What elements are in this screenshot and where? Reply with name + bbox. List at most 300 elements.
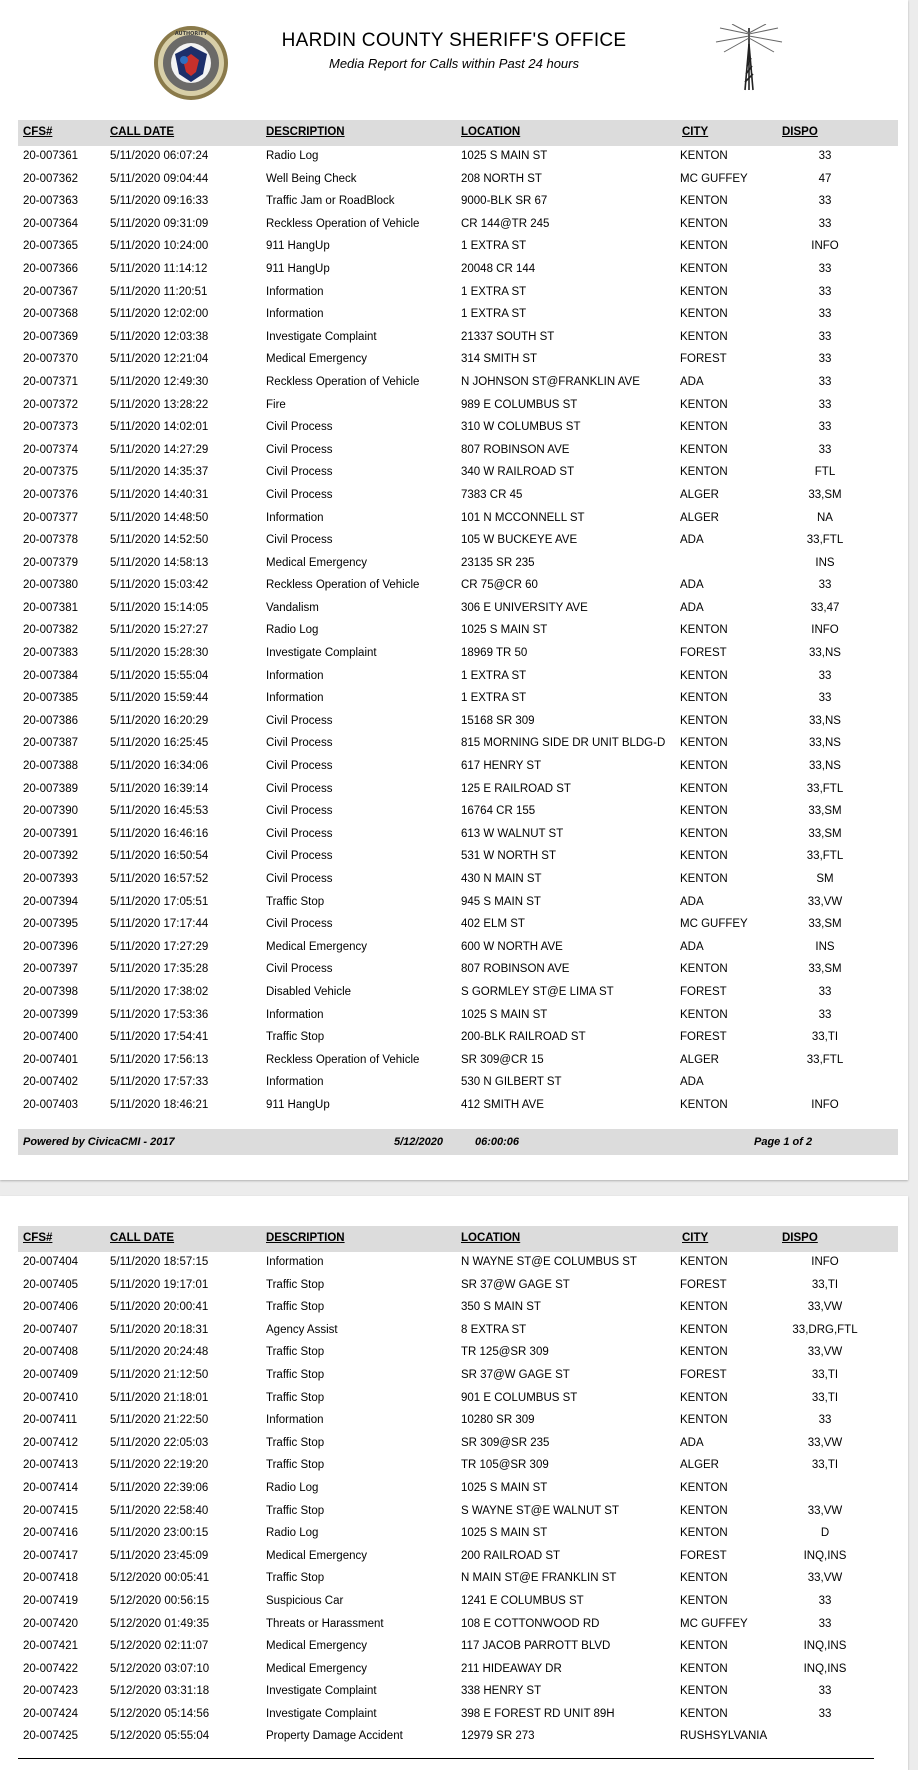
city: MC GUFFEY [680, 918, 748, 931]
dispo: 33 [818, 308, 832, 321]
city: KENTON [680, 692, 728, 705]
table-row [18, 395, 898, 418]
table-row [18, 1320, 898, 1343]
report-title: HARDIN COUNTY SHERIFF'S OFFICE [281, 30, 627, 51]
city: ADA [680, 601, 704, 614]
location: 807 ROBINSON AVE [461, 443, 570, 456]
dispo: INFO [811, 1256, 839, 1268]
city: KENTON [680, 782, 728, 795]
table-row [18, 937, 898, 960]
call-date: 5/11/2020 18:46:21 [110, 1098, 209, 1111]
dispo: 33,SM [808, 805, 842, 818]
description: Radio Log [266, 150, 319, 162]
description: Civil Process [266, 534, 333, 547]
report-footer [18, 1129, 898, 1155]
cfs-number: 20-007384 [23, 669, 78, 682]
description: Disabled Vehicle [266, 985, 352, 998]
table-row [18, 1659, 898, 1682]
table-row [18, 1681, 898, 1704]
location: 211 HIDEAWAY DR [461, 1662, 562, 1675]
cfs-number: 20-007388 [23, 760, 78, 773]
table-row [18, 1726, 898, 1749]
city: ADA [680, 1076, 704, 1089]
description: Medical Emergency [266, 353, 367, 366]
location: 208 NORTH ST [461, 172, 542, 185]
cfs-number: 20-007397 [23, 963, 78, 976]
location: SR 309@CR 15 [461, 1053, 544, 1066]
dispo: 33,SM [808, 918, 842, 931]
location: CR 144@TR 245 [461, 217, 550, 230]
description: Traffic Stop [266, 1459, 325, 1472]
cfs-number: 20-007422 [23, 1662, 78, 1675]
call-date: 5/11/2020 17:57:33 [110, 1076, 209, 1089]
cfs-number: 20-007367 [23, 285, 78, 298]
cfs-number: 20-007372 [23, 398, 78, 411]
call-date: 5/11/2020 12:49:30 [110, 375, 209, 388]
city: KENTON [680, 1640, 728, 1653]
location: 340 W RAILROAD ST [461, 466, 575, 479]
description: Vandalism [266, 601, 319, 614]
dispo: 33 [818, 375, 832, 388]
table-row [18, 824, 898, 847]
table-row [18, 1297, 898, 1320]
call-date: 5/12/2020 03:07:10 [110, 1662, 210, 1675]
cfs-number: 20-007396 [23, 940, 78, 953]
table-row [18, 1636, 898, 1659]
description: Radio Log [266, 1527, 319, 1540]
cfs-number: 20-007401 [23, 1053, 78, 1066]
location: 15168 SR 309 [461, 714, 535, 727]
location: N MAIN ST@E FRANKLIN ST [461, 1572, 617, 1585]
city: KENTON [680, 1008, 728, 1021]
table-header [18, 120, 898, 146]
city: ADA [680, 895, 704, 908]
dispo: 33,VW [807, 1346, 843, 1359]
location: 531 W NORTH ST [461, 850, 556, 863]
call-date: 5/11/2020 11:20:51 [110, 285, 208, 298]
city: KENTON [680, 760, 728, 773]
col-description: DESCRIPTION [266, 126, 345, 138]
city: KENTON [680, 421, 728, 434]
svg-text:AUTHORITY: AUTHORITY [174, 31, 208, 37]
call-date: 5/11/2020 17:17:44 [110, 918, 209, 931]
table-row [18, 869, 898, 892]
table-row [18, 236, 898, 259]
table-row [18, 440, 898, 463]
location: 901 E COLUMBUS ST [461, 1391, 578, 1404]
description: Information [266, 1076, 324, 1089]
description: Investigate Complaint [266, 1707, 377, 1720]
cfs-number: 20-007424 [23, 1707, 78, 1720]
report-subtitle: Media Report for Calls within Past 24 hours [328, 56, 579, 71]
table-row [18, 462, 898, 485]
call-date: 5/12/2020 05:55:04 [110, 1730, 210, 1743]
city: KENTON [680, 873, 728, 885]
location: 125 E RAILROAD ST [461, 782, 571, 795]
dispo: 33 [818, 579, 832, 592]
city: FOREST [680, 1031, 727, 1044]
location: 412 SMITH AVE [461, 1098, 544, 1111]
cfs-number: 20-007387 [23, 737, 78, 750]
table-row [18, 1050, 898, 1073]
description: Threats or Harassment [266, 1617, 384, 1630]
dispo: INQ,INS [803, 1549, 847, 1562]
cfs-number: 20-007398 [23, 985, 78, 998]
description: 911 HangUp [266, 1098, 330, 1111]
page-number: Page 1 of 2 [754, 1136, 813, 1148]
cfs-number: 20-007407 [23, 1323, 78, 1336]
call-date: 5/11/2020 14:02:01 [110, 421, 209, 434]
city: KENTON [680, 1707, 728, 1720]
dispo: 33,47 [810, 601, 840, 614]
table-row [18, 756, 898, 779]
cfs-number: 20-007389 [23, 782, 78, 795]
location: 402 ELM ST [461, 918, 525, 931]
table-row [18, 1591, 898, 1614]
call-date: 5/11/2020 21:12:50 [110, 1368, 209, 1381]
cfs-number: 20-007408 [23, 1346, 78, 1359]
dispo: SM [816, 873, 834, 885]
dispo: 33,DRG,FTL [792, 1323, 858, 1336]
table-row [18, 959, 898, 982]
call-date: 5/11/2020 16:57:52 [110, 873, 209, 885]
city: FOREST [680, 1368, 727, 1381]
cfs-number: 20-007366 [23, 262, 78, 275]
dispo: INFO [811, 624, 839, 637]
call-date: 5/12/2020 02:11:07 [110, 1640, 209, 1653]
table-row [18, 666, 898, 689]
city: KENTON [680, 1481, 728, 1494]
location: 1 EXTRA ST [461, 240, 527, 253]
call-date: 5/11/2020 16:20:29 [110, 714, 209, 727]
city: ADA [680, 940, 704, 953]
location: 200-BLK RAILROAD ST [461, 1031, 586, 1044]
call-date: 5/11/2020 22:58:40 [110, 1504, 209, 1517]
dispo: 33 [818, 985, 832, 998]
cfs-number: 20-007368 [23, 308, 78, 321]
table-row [18, 1275, 898, 1298]
cfs-number: 20-007412 [23, 1436, 78, 1449]
cfs-number: 20-007391 [23, 827, 78, 840]
description: Information [266, 692, 324, 705]
city: ALGER [680, 1459, 719, 1472]
call-date: 5/11/2020 15:14:05 [110, 601, 209, 614]
dispo: D [820, 1527, 830, 1540]
city: KENTON [680, 737, 728, 750]
table-row [18, 1252, 898, 1275]
location: 1 EXTRA ST [461, 669, 527, 682]
dispo: 33 [818, 443, 832, 456]
radio-tower-icon [712, 24, 786, 92]
description: Information [266, 511, 324, 524]
cfs-number: 20-007383 [23, 647, 78, 660]
call-date: 5/11/2020 16:39:14 [110, 782, 209, 795]
report-date: 5/12/2020 [394, 1136, 443, 1148]
call-date: 5/11/2020 10:24:00 [110, 240, 209, 253]
call-date: 5/12/2020 05:14:56 [110, 1707, 210, 1720]
call-date: 5/11/2020 14:40:31 [110, 488, 209, 501]
location: TR 125@SR 309 [461, 1346, 549, 1359]
location: 807 ROBINSON AVE [461, 963, 570, 976]
dispo: 33,VW [807, 1301, 843, 1314]
description: Traffic Stop [266, 1278, 325, 1291]
col-call-date: CALL DATE [110, 126, 175, 138]
cfs-number: 20-007410 [23, 1391, 78, 1404]
table-row [18, 1501, 898, 1524]
description: Civil Process [266, 421, 333, 434]
dispo: INFO [811, 1098, 839, 1111]
location: 815 MORNING SIDE DR UNIT BLDG-D [461, 737, 666, 750]
dispo: NA [817, 511, 833, 524]
location: 306 E UNIVERSITY AVE [461, 601, 588, 614]
cfs-number: 20-007394 [23, 895, 78, 908]
table-row [18, 1095, 898, 1118]
city: KENTON [680, 1391, 728, 1404]
call-date: 5/12/2020 03:31:18 [110, 1685, 210, 1698]
cfs-number: 20-007425 [23, 1730, 78, 1743]
cfs-number: 20-007375 [23, 466, 78, 479]
col-location: LOCATION [461, 126, 521, 138]
city: FOREST [680, 353, 727, 366]
city: KENTON [680, 1572, 728, 1585]
description: Information [266, 1414, 324, 1427]
location: 1025 S MAIN ST [461, 1008, 548, 1021]
location: N JOHNSON ST@FRANKLIN AVE [461, 375, 640, 388]
description: Medical Emergency [266, 1640, 367, 1653]
dispo: 33,FTL [806, 1053, 844, 1066]
call-date: 5/11/2020 21:18:01 [110, 1391, 209, 1404]
city: FOREST [680, 985, 727, 998]
city: KENTON [680, 330, 728, 343]
description: Traffic Stop [266, 1436, 325, 1449]
city: KENTON [680, 805, 728, 818]
cfs-number: 20-007413 [23, 1459, 78, 1472]
dispo: 33,TI [811, 1368, 839, 1381]
city: KENTON [680, 1685, 728, 1698]
location: 989 E COLUMBUS ST [461, 398, 578, 411]
call-date: 5/11/2020 17:54:41 [110, 1031, 209, 1044]
dispo: 33,FTL [806, 782, 844, 795]
cfs-number: 20-007404 [23, 1256, 78, 1268]
dispo: INS [815, 556, 835, 569]
location: N WAYNE ST@E COLUMBUS ST [461, 1256, 637, 1268]
location: 105 W BUCKEYE AVE [461, 534, 578, 547]
table-body [18, 1252, 898, 1749]
cfs-number: 20-007418 [23, 1572, 78, 1585]
description: Civil Process [266, 873, 333, 885]
call-date: 5/12/2020 00:05:41 [110, 1572, 210, 1585]
call-date: 5/12/2020 01:49:35 [110, 1617, 210, 1630]
call-date: 5/11/2020 20:00:41 [110, 1301, 209, 1314]
call-date: 5/11/2020 23:00:15 [110, 1527, 209, 1540]
city: KENTON [680, 1414, 728, 1427]
description: Medical Emergency [266, 940, 367, 953]
dispo: 33 [818, 217, 832, 230]
city: KENTON [680, 1098, 728, 1111]
description: Civil Process [266, 488, 333, 501]
description: Traffic Stop [266, 895, 325, 908]
city: KENTON [680, 195, 728, 208]
cfs-number: 20-007414 [23, 1481, 78, 1494]
location: S GORMLEY ST@E LIMA ST [461, 985, 614, 998]
call-date: 5/11/2020 15:55:04 [110, 669, 209, 682]
dispo: 33,FTL [806, 850, 844, 863]
city: KENTON [680, 285, 728, 298]
cfs-number: 20-007417 [23, 1549, 78, 1562]
description: Medical Emergency [266, 556, 367, 569]
dispo: 33,FTL [806, 534, 844, 547]
location: 398 E FOREST RD UNIT 89H [461, 1707, 615, 1720]
table-row [18, 327, 898, 350]
cfs-number: 20-007395 [23, 918, 78, 931]
table-row [18, 982, 898, 1005]
location: 8 EXTRA ST [461, 1323, 527, 1336]
cfs-number: 20-007400 [23, 1031, 78, 1044]
description: Reckless Operation of Vehicle [266, 1053, 420, 1066]
description: Civil Process [266, 714, 333, 727]
call-date: 5/11/2020 15:59:44 [110, 692, 209, 705]
call-date: 5/11/2020 12:02:00 [110, 308, 209, 321]
description: Reckless Operation of Vehicle [266, 579, 420, 592]
dispo: INFO [811, 240, 839, 253]
table-row [18, 1410, 898, 1433]
city: ALGER [680, 1053, 719, 1066]
calls-table [18, 1226, 898, 1749]
description: Traffic Stop [266, 1504, 325, 1517]
call-date: 5/11/2020 14:58:13 [110, 556, 209, 569]
cfs-number: 20-007365 [23, 240, 78, 253]
city: ADA [680, 579, 704, 592]
cfs-number: 20-007386 [23, 714, 78, 727]
call-date: 5/11/2020 15:27:27 [110, 624, 209, 637]
description: Traffic Stop [266, 1301, 325, 1314]
cfs-number: 20-007378 [23, 534, 78, 547]
table-row [18, 1546, 898, 1569]
col-description: DESCRIPTION [266, 1232, 345, 1244]
call-date: 5/11/2020 15:28:30 [110, 647, 209, 660]
dispo: 33,SM [808, 827, 842, 840]
table-row [18, 620, 898, 643]
dispo: INQ,INS [803, 1662, 847, 1675]
location: 1025 S MAIN ST [461, 624, 548, 637]
call-date: 5/12/2020 00:56:15 [110, 1594, 210, 1607]
cfs-number: 20-007411 [23, 1414, 78, 1427]
description: Investigate Complaint [266, 330, 377, 343]
description: Traffic Stop [266, 1368, 325, 1381]
location: 314 SMITH ST [461, 353, 538, 366]
col-cfs: CFS# [23, 1232, 53, 1244]
dispo: 33,VW [807, 895, 843, 908]
cfs-number: 20-007381 [23, 601, 78, 614]
call-date: 5/11/2020 20:24:48 [110, 1346, 209, 1359]
cfs-number: 20-007373 [23, 421, 78, 434]
table-row [18, 1455, 898, 1478]
call-date: 5/11/2020 17:56:13 [110, 1053, 209, 1066]
location: 1025 S MAIN ST [461, 1527, 548, 1540]
call-date: 5/11/2020 14:52:50 [110, 534, 209, 547]
description: Traffic Jam or RoadBlock [266, 195, 395, 208]
city: ALGER [680, 488, 719, 501]
description: Investigate Complaint [266, 647, 377, 660]
description: 911 HangUp [266, 240, 330, 253]
cfs-number: 20-007379 [23, 556, 78, 569]
dispo: 33 [818, 1617, 832, 1630]
dispo: 33 [818, 1685, 832, 1698]
dispo: INQ,INS [803, 1640, 847, 1653]
description: Agency Assist [266, 1323, 338, 1336]
dispo: 33 [818, 1008, 832, 1021]
location: 1025 S MAIN ST [461, 150, 548, 162]
call-date: 5/11/2020 20:18:31 [110, 1323, 209, 1336]
location: 945 S MAIN ST [461, 895, 541, 908]
location: 1 EXTRA ST [461, 308, 527, 321]
location: 9000-BLK SR 67 [461, 195, 548, 208]
description: Radio Log [266, 1481, 319, 1494]
table-row [18, 146, 898, 169]
city: KENTON [680, 217, 728, 230]
location: 600 W NORTH AVE [461, 940, 563, 953]
call-date: 5/11/2020 16:45:53 [110, 805, 209, 818]
table-row [18, 598, 898, 621]
call-date: 5/11/2020 17:35:28 [110, 963, 209, 976]
call-date: 5/11/2020 14:35:37 [110, 466, 209, 479]
table-row [18, 1342, 898, 1365]
table-row [18, 1523, 898, 1546]
location: TR 105@SR 309 [461, 1459, 549, 1472]
dispo: 33 [818, 398, 832, 411]
location: 350 S MAIN ST [461, 1301, 541, 1314]
city: KENTON [680, 150, 728, 162]
table-row [18, 508, 898, 531]
dispo: 33,NS [809, 647, 841, 660]
cfs-number: 20-007390 [23, 805, 78, 818]
location: SR 309@SR 235 [461, 1436, 550, 1449]
cfs-number: 20-007370 [23, 353, 78, 366]
location: 1025 S MAIN ST [461, 1481, 548, 1494]
city: FOREST [680, 1549, 727, 1562]
table-row [18, 282, 898, 305]
cfs-number: 20-007376 [23, 488, 78, 501]
table-row [18, 801, 898, 824]
calls-table [18, 120, 898, 1118]
description: Well Being Check [266, 172, 357, 185]
location: 12979 SR 273 [461, 1730, 535, 1743]
cfs-number: 20-007392 [23, 850, 78, 863]
table-row [18, 1072, 898, 1095]
table-row [18, 1433, 898, 1456]
table-row [18, 530, 898, 553]
description: Information [266, 1256, 324, 1268]
cfs-number: 20-007361 [23, 150, 78, 162]
table-row [18, 688, 898, 711]
location: 108 E COTTONWOOD RD [461, 1617, 600, 1630]
table-row [18, 846, 898, 869]
dispo: INS [815, 940, 835, 953]
description: Civil Process [266, 850, 333, 863]
description: 911 HangUp [266, 262, 330, 275]
description: Civil Process [266, 805, 333, 818]
city: ADA [680, 375, 704, 388]
description: Traffic Stop [266, 1572, 325, 1585]
table-row [18, 643, 898, 666]
city: KENTON [680, 443, 728, 456]
city: FOREST [680, 1278, 727, 1291]
description: Civil Process [266, 782, 333, 795]
cfs-number: 20-007415 [23, 1504, 78, 1517]
call-date: 5/11/2020 17:05:51 [110, 895, 209, 908]
city: KENTON [680, 850, 728, 863]
powered-by: Powered by CivicaCMI - 2017 [23, 1136, 175, 1148]
